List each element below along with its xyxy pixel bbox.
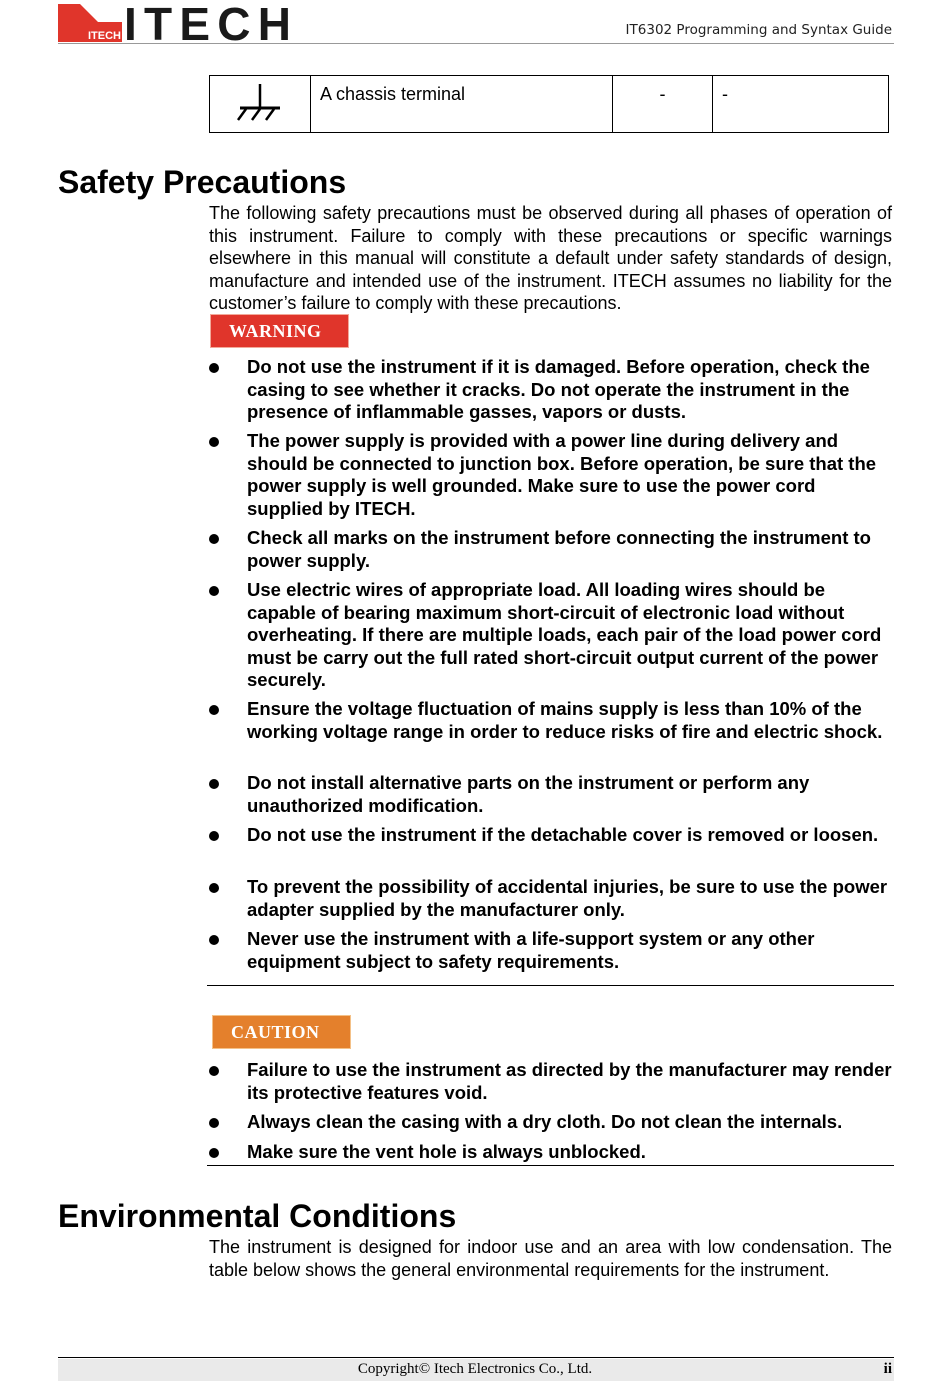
warning-badge: WARNING bbox=[210, 314, 349, 348]
footer-divider bbox=[58, 1357, 894, 1358]
caution-divider bbox=[207, 1165, 894, 1166]
bullet-icon bbox=[209, 534, 219, 544]
itech-logo bbox=[58, 2, 293, 42]
safety-intro: The following safety precautions must be observed during all phases of operation of this instrument. Failure to comply with these precautions or specific warnings elsewhere in this manual will constitute a default under safety standards of design, manufacture and intended use of the instrument. ITECH assumes no liability for the customer’s failure to comply with these precautions. bbox=[209, 203, 892, 313]
svg-text:ITECH: ITECH bbox=[124, 2, 292, 42]
header-divider bbox=[58, 43, 894, 44]
bullet-icon bbox=[209, 779, 219, 789]
bullet-icon bbox=[209, 363, 219, 373]
svg-text:ITECH: ITECH bbox=[88, 30, 121, 42]
bullet-icon bbox=[209, 831, 219, 841]
footer-copyright: Copyright© Itech Electronics Co., Ltd. bbox=[357, 1361, 593, 1377]
document-title: IT6302 Programming and Syntax Guide bbox=[625, 22, 892, 38]
symbol-table bbox=[209, 75, 889, 133]
bullet-icon bbox=[209, 1148, 219, 1158]
bullet-icon bbox=[209, 586, 219, 596]
bullet-icon bbox=[209, 1118, 219, 1128]
symbol-col3: - bbox=[613, 76, 713, 132]
symbol-col4: - bbox=[722, 84, 728, 104]
page-number: ii bbox=[883, 1361, 892, 1377]
bullet-icon bbox=[209, 1066, 219, 1076]
symbol-cell bbox=[210, 76, 311, 132]
bullet-icon bbox=[209, 437, 219, 447]
chassis-ground-icon bbox=[210, 76, 310, 131]
environment-heading: Environmental Conditions bbox=[58, 1198, 457, 1234]
caution-badge: CAUTION bbox=[212, 1015, 351, 1049]
environment-intro: The instrument is designed for indoor use and an area with low condensation. The table below shows the general environmental requirements for the instrument. bbox=[209, 1237, 892, 1280]
symbol-description: A chassis terminal bbox=[311, 76, 613, 132]
bullet-icon bbox=[209, 935, 219, 945]
warning-divider bbox=[207, 985, 894, 986]
bullet-icon bbox=[209, 883, 219, 893]
bullet-icon bbox=[209, 705, 219, 715]
safety-heading: Safety Precautions bbox=[58, 164, 347, 200]
